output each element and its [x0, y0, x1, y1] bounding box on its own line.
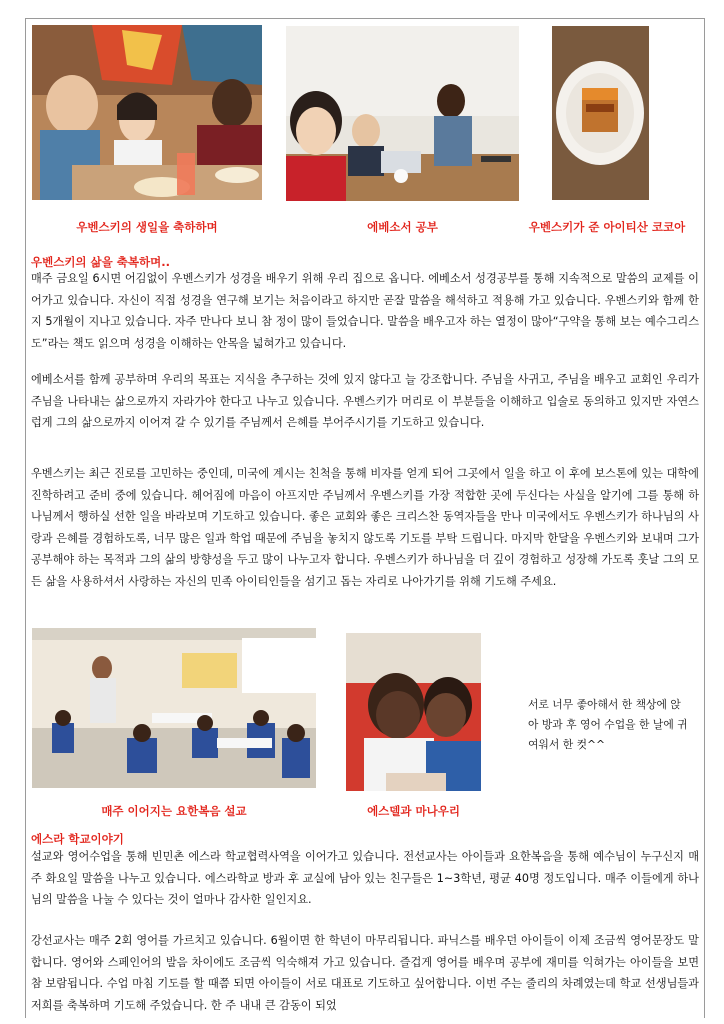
- section1-paragraph-2: 에베소서를 함께 공부하며 우리의 목표는 지식을 추구하는 것에 있지 않다고 늘 강조합니다. 주님을 사귀고, 주님을 배우고 교회인 우리가 주님을 나타내는 삶으로까지 자라가야 한다고 나누고 있습니다. 우벤스키가 머리로 이 부분들을 이해하고 입술로 동의하고 있지만 자연스럽게 그의 삶으로까지 이어져 갈 수 있기를 주님께서 은혜를 부어주시기를 기도하고 있습니다.: [31, 373, 699, 429]
- cocoa-photo: [552, 26, 649, 200]
- section2-paragraph-1: 설교와 영어수업을 통해 빈민촌 에스라 학교협력사역을 이어가고 있습니다. 전선교사는 아이들과 요한복음을 통해 예수님이 누구신지 매주 화요일 말씀을 나누고 있습니다. 에스라학교 방과 후 교실에 남아 있는 친구들은 1~3학년, 평균 40명 정도입니다. 매주 이들에게 하나님의 말씀을 나눌 수 있다는 것이 얼마나 감사한 일인지요.: [31, 850, 699, 906]
- section2-paragraph-2: 강선교사는 매주 2회 영어를 가르치고 있습니다. 6월이면 한 학년이 마무리됩니다. 파닉스를 배우던 아이들이 이제 조금씩 영어문장도 말합니다. 영어와 스페인어의 발음 차이에도 조금씩 익숙해져 가고 있습니다. 즐겁게 영어를 배우며 공부에 재미를 익혀가는 아이들을 보면 참 보람됩니다. 수업 마침 기도를 할 때쯤 되면 아이들이 서로 대표로 기도하고 싶어합니다. 이번 주는 줄리의 차례였는데 학교 선생님들과 저희를 축복하며 기도해 주었습니다. 한 주 내내 큰 감동이 되었: [31, 934, 699, 1012]
- side-note: 서로 너무 좋아해서 한 책상에 앉아 방과 후 영어 수업을 한 날에 귀여워서 한 컷^^: [528, 698, 688, 751]
- two-girls-caption: 에스델과 마나우리: [367, 804, 460, 818]
- birthday-caption: 우벤스키의 생일을 축하하며: [76, 220, 218, 234]
- two-girls-photo: [346, 633, 481, 791]
- birthday-photo: [32, 25, 262, 200]
- classroom-caption: 매주 이어지는 요한복음 설교: [101, 804, 247, 818]
- bible-study-caption: 에베소서 공부: [367, 220, 438, 234]
- classroom-photo: [32, 628, 316, 788]
- cocoa-caption: 우벤스키가 준 아이티산 코코아: [528, 220, 686, 234]
- section1-paragraph-3: 우벤스키는 최근 진로를 고민하는 중인데, 미국에 계시는 친척을 통해 비자를 얻게 되어 그곳에서 일을 하고 이 후에 보스톤에 있는 대학에 진학하려고 준비 중에 있습니다. 헤어짐에 마음이 아프지만 주님께서 우벤스키를 가장 적합한 곳에 두신다는 사실을 알기에 그를 통해 하나님께서 행하실 선한 일을 바라보며 기도하고 있습니다. 좋은 교회와 좋은 크리스찬 동역자들을 만나 미국에서도 우벤스키가 하나님의 사랑과 은혜를 경험하도록, 너무 많은 일과 학업 때문에 주님을 놓치지 않도록 기도를 부탁 드립니다. 마지막 한달을 우벤스키와 보내며 그가 공부해야 하는 목적과 그의 삶의 방향성을 두고 많이 나누고자 합니다. 우벤스키가 하나님을 더 깊이 경험하고 성장해 가도록 훗날 그의 모든 삶을 사용하셔서 사랑하는 자신의 민족 아이티인들을 섬기고 돕는 자리로 나아가기를 위해 기도해 주세요.: [31, 467, 699, 588]
- section1-paragraph-1: 매주 금요일 6시면 어김없이 우벤스키가 성경을 배우기 위해 우리 집으로 옵니다. 에베소서 성경공부를 통해 지속적으로 말씀의 교제를 이어가고 있습니다. 자신이 직접 성경을 연구해 보기는 처음이라고 하지만 곧잘 말씀을 해석하고 적용해 가고 있습니다. 우벤스키와 함께 한 지 5개월이 지나고 있습니다. 자주 만나다 보니 참 정이 많이 들었습니다. 말씀을 배우고자 하는 열정이 많아“구약을 통해 보는 예수그리스도”라는 책도 읽으며 성경을 이해하는 안목을 넓혀가고 있습니다.: [31, 272, 699, 350]
- bible-study-photo: [286, 26, 519, 201]
- section1-heading: 우벤스키의 삶을 축복하며..: [31, 255, 170, 269]
- section2-heading: 에스라 학교이야기: [31, 832, 124, 846]
